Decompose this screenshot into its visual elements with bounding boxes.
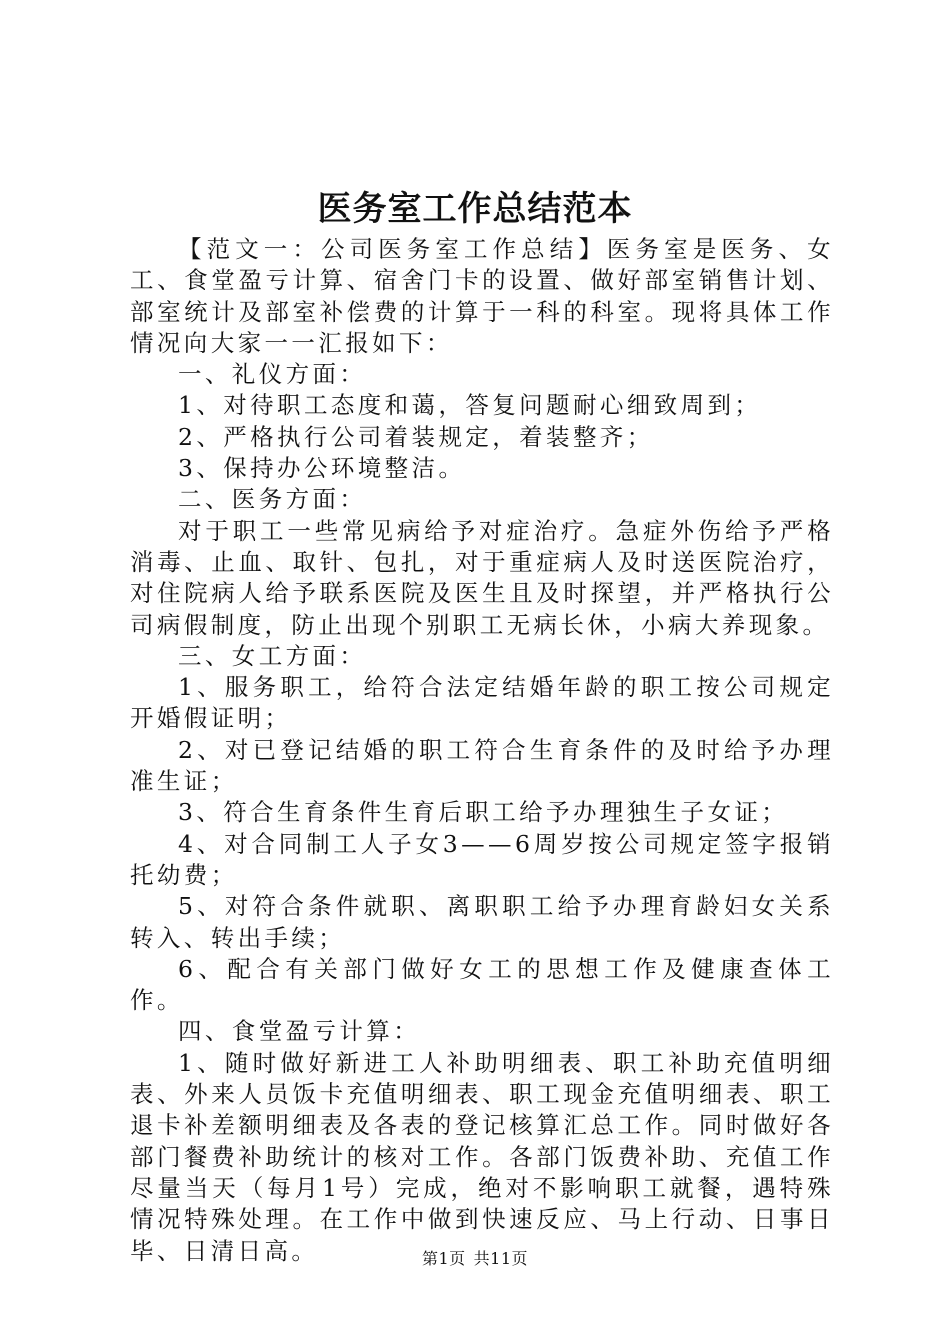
list-item: 4、对合同制工人子女3——6周岁按公司规定签字报销托幼费； — [130, 829, 834, 889]
list-item: 5、对符合条件就职、离职职工给予办理育龄妇女关系转入、转出手续； — [130, 892, 834, 952]
list-item: 1、随时做好新进工人补助明细表、职工补助充值明细表、外来人员饭卡充值明细表、职工现金充值明细表、职工退卡补差额明细表及各表的登记核算汇总工作。同时做好各部门餐费补助统计的核对工作。各部门饭费补助、充值工作尽量当天（每月1号）完成，绝对不影响职工就餐，遇特殊情况特殊处理。在工作中做到快速反应、马上行动、日事日毕、日清日高。 — [130, 1048, 834, 1265]
list-item: 2、严格执行公司着装规定，着装整齐； — [178, 422, 654, 451]
document-title: 医务室工作总结范本 — [317, 189, 633, 229]
list-item: 1、服务职工，给符合法定结婚年龄的职工按公司规定开婚假证明； — [130, 673, 834, 733]
section-heading: 三、女工方面： — [178, 641, 367, 670]
document-body — [130, 234, 834, 1267]
list-item: 2、对已登记结婚的职工符合生育条件的及时给予办理准生证； — [130, 735, 834, 796]
section-heading: 一、礼仪方面： — [178, 360, 367, 389]
paragraph: 【范文一：公司医务室工作总结】医务室是医务、女工、食堂盈亏计算、宿舍门卡的设置、做好部室销售计划、部室统计及部室补偿费的计算于一科的科室。现将具体工作情况向大家一一汇报如下： — [130, 235, 834, 357]
paragraph: 对于职工一些常见病给予对症治疗。急症外伤给予严格消毒、止血、取针、包扎，对于重症病人及时送医院治疗，对住院病人给予联系医院及医生且及时探望，并严格执行公司病假制度，防止出现个别职工无病长休，小病大养现象。 — [130, 516, 834, 639]
page-number: 第1页 — [421, 1249, 466, 1268]
list-item: 3、保持办公环境整洁。 — [178, 454, 466, 483]
page-total: 共11页 — [473, 1249, 529, 1268]
list-item: 1、对待职工态度和蔼，答复问题耐心细致周到； — [178, 391, 762, 420]
page-footer — [0, 1247, 950, 1271]
section-heading: 四、食堂盈亏计算： — [178, 1017, 421, 1046]
list-item: 3、符合生育条件生育后职工给予办理独生子女证； — [178, 798, 789, 827]
list-item: 6、配合有关部门做好女工的思想工作及健康查体工作。 — [130, 954, 834, 1015]
section-heading: 二、医务方面： — [178, 485, 367, 514]
